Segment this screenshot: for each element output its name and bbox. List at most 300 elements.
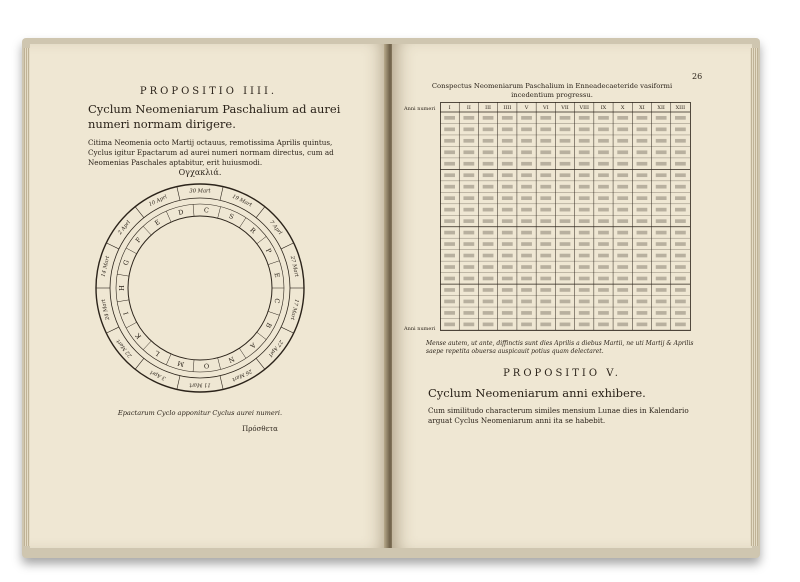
illegible-cell-text bbox=[598, 127, 609, 131]
illegible-cell-text bbox=[560, 242, 571, 246]
illegible-cell-text bbox=[579, 288, 590, 292]
illegible-cell-text bbox=[560, 254, 571, 258]
page-number: 26 bbox=[692, 72, 703, 81]
neomenia-cycle-diagram bbox=[82, 180, 316, 398]
letter-divider bbox=[268, 311, 279, 315]
illegible-cell-text bbox=[560, 277, 571, 281]
left-paragraph: Citima Neomenia octo Martij octauus, remotissima Aprilis quintus, Cyclus igitur Epactarum ad aurei numeri normam directus, cum ad Neomenias Paschales aptabitur, erit huiusmodi. bbox=[88, 138, 334, 167]
letter-label: O bbox=[203, 361, 210, 370]
illegible-cell-text bbox=[540, 219, 551, 223]
illegible-cell-text bbox=[463, 323, 474, 327]
letter-label: E bbox=[153, 218, 162, 228]
illegible-cell-text bbox=[598, 254, 609, 258]
illegible-cell-text bbox=[656, 231, 667, 235]
table-border bbox=[441, 103, 691, 331]
illegible-cell-text bbox=[502, 300, 513, 304]
illegible-cell-text bbox=[444, 150, 455, 154]
letter-divider bbox=[193, 204, 194, 216]
illegible-cell-text bbox=[675, 150, 686, 154]
illegible-cell-text bbox=[521, 288, 532, 292]
illegible-cell-text bbox=[579, 162, 590, 166]
month-divider bbox=[256, 358, 265, 369]
illegible-cell-text bbox=[444, 185, 455, 189]
illegible-cell-text bbox=[444, 288, 455, 292]
month-label: 27 Aprl bbox=[267, 338, 284, 358]
illegible-cell-text bbox=[483, 242, 494, 246]
illegible-cell-text bbox=[521, 265, 532, 269]
illegible-cell-text bbox=[675, 323, 686, 327]
illegible-cell-text bbox=[444, 116, 455, 120]
illegible-cell-text bbox=[463, 277, 474, 281]
illegible-cell-text bbox=[617, 173, 628, 177]
illegible-cell-text bbox=[617, 323, 628, 327]
illegible-cell-text bbox=[675, 219, 686, 223]
illegible-cell-text bbox=[483, 254, 494, 258]
letter-divider bbox=[143, 226, 151, 235]
month-label: 17 Mart bbox=[288, 298, 300, 321]
letter-label: F bbox=[133, 235, 143, 245]
illegible-cell-text bbox=[579, 254, 590, 258]
illegible-cell-text bbox=[483, 173, 494, 177]
letter-label: L bbox=[153, 348, 162, 358]
letter-divider bbox=[239, 218, 246, 228]
illegible-cell-text bbox=[444, 196, 455, 200]
column-header: XI bbox=[639, 105, 645, 111]
month-label: 10 Aprl bbox=[148, 194, 169, 208]
month-divider bbox=[220, 187, 223, 201]
illegible-cell-text bbox=[637, 139, 648, 143]
illegible-cell-text bbox=[483, 300, 494, 304]
month-divider bbox=[177, 187, 180, 201]
illegible-cell-text bbox=[463, 173, 474, 177]
illegible-cell-text bbox=[521, 162, 532, 166]
illegible-cell-text bbox=[656, 300, 667, 304]
illegible-cell-text bbox=[675, 242, 686, 246]
illegible-cell-text bbox=[444, 231, 455, 235]
illegible-cell-text bbox=[521, 323, 532, 327]
illegible-cell-text bbox=[579, 242, 590, 246]
month-label: 27 Mart bbox=[288, 255, 300, 278]
illegible-cell-text bbox=[521, 254, 532, 258]
illegible-cell-text bbox=[617, 265, 628, 269]
illegible-cell-text bbox=[560, 116, 571, 120]
open-book bbox=[22, 38, 760, 558]
illegible-cell-text bbox=[540, 242, 551, 246]
illegible-cell-text bbox=[598, 173, 609, 177]
illegible-cell-text bbox=[598, 196, 609, 200]
illegible-cell-text bbox=[540, 116, 551, 120]
letter-label: S bbox=[227, 212, 235, 222]
illegible-cell-text bbox=[521, 139, 532, 143]
illegible-cell-text bbox=[560, 139, 571, 143]
illegible-cell-text bbox=[502, 173, 513, 177]
month-label: 24 Mart bbox=[100, 298, 112, 321]
illegible-cell-text bbox=[637, 277, 648, 281]
illegible-cell-text bbox=[617, 300, 628, 304]
letter-divider bbox=[117, 300, 129, 302]
illegible-cell-text bbox=[617, 196, 628, 200]
illegible-cell-text bbox=[444, 127, 455, 131]
illegible-cell-text bbox=[579, 116, 590, 120]
illegible-cell-text bbox=[463, 219, 474, 223]
letter-divider bbox=[126, 322, 137, 328]
illegible-cell-text bbox=[579, 311, 590, 315]
illegible-cell-text bbox=[444, 311, 455, 315]
illegible-cell-text bbox=[502, 277, 513, 281]
illegible-cell-text bbox=[483, 277, 494, 281]
letter-divider bbox=[143, 341, 151, 350]
illegible-cell-text bbox=[463, 300, 474, 304]
illegible-cell-text bbox=[675, 300, 686, 304]
letter-label: K bbox=[133, 331, 144, 341]
illegible-cell-text bbox=[598, 323, 609, 327]
illegible-cell-text bbox=[656, 116, 667, 120]
illegible-cell-text bbox=[617, 277, 628, 281]
column-header: XIII bbox=[675, 105, 686, 111]
illegible-cell-text bbox=[502, 311, 513, 315]
illegible-cell-text bbox=[656, 288, 667, 292]
illegible-cell-text bbox=[444, 208, 455, 212]
letter-label: D bbox=[177, 207, 185, 217]
illegible-cell-text bbox=[540, 323, 551, 327]
illegible-cell-text bbox=[579, 277, 590, 281]
letter-label: B bbox=[263, 321, 274, 330]
illegible-cell-text bbox=[598, 300, 609, 304]
illegible-cell-text bbox=[521, 300, 532, 304]
letter-label: M bbox=[176, 358, 186, 369]
month-divider bbox=[135, 358, 144, 369]
column-header: VIII bbox=[579, 105, 590, 111]
letter-divider bbox=[117, 274, 129, 276]
illegible-cell-text bbox=[675, 265, 686, 269]
illegible-cell-text bbox=[463, 231, 474, 235]
illegible-cell-text bbox=[463, 139, 474, 143]
illegible-cell-text bbox=[463, 208, 474, 212]
letter-divider bbox=[268, 261, 279, 265]
letter-label: A bbox=[248, 340, 258, 350]
illegible-cell-text bbox=[579, 265, 590, 269]
letter-ring-outer bbox=[116, 204, 284, 372]
illegible-cell-text bbox=[637, 242, 648, 246]
illegible-cell-text bbox=[598, 311, 609, 315]
month-label: 14 Mart bbox=[100, 255, 112, 278]
illegible-cell-text bbox=[560, 265, 571, 269]
illegible-cell-text bbox=[675, 173, 686, 177]
letter-divider bbox=[193, 360, 194, 372]
illegible-cell-text bbox=[560, 219, 571, 223]
illegible-cell-text bbox=[483, 116, 494, 120]
month-label: 22 Mart bbox=[115, 338, 134, 359]
illegible-cell-text bbox=[444, 277, 455, 281]
illegible-cell-text bbox=[463, 288, 474, 292]
illegible-cell-text bbox=[617, 127, 628, 131]
illegible-cell-text bbox=[617, 242, 628, 246]
illegible-cell-text bbox=[656, 219, 667, 223]
column-header: IIII bbox=[503, 105, 512, 111]
illegible-cell-text bbox=[579, 139, 590, 143]
illegible-cell-text bbox=[463, 242, 474, 246]
illegible-cell-text bbox=[675, 185, 686, 189]
month-divider bbox=[281, 327, 294, 333]
illegible-cell-text bbox=[637, 150, 648, 154]
illegible-cell-text bbox=[540, 208, 551, 212]
illegible-cell-text bbox=[483, 265, 494, 269]
month-divider bbox=[106, 243, 119, 249]
illegible-cell-text bbox=[656, 323, 667, 327]
illegible-cell-text bbox=[483, 288, 494, 292]
illegible-cell-text bbox=[656, 173, 667, 177]
month-divider bbox=[220, 376, 223, 390]
illegible-cell-text bbox=[560, 162, 571, 166]
month-label: 26 Mart bbox=[231, 367, 253, 383]
illegible-cell-text bbox=[598, 150, 609, 154]
illegible-cell-text bbox=[540, 231, 551, 235]
illegible-cell-text bbox=[656, 277, 667, 281]
illegible-cell-text bbox=[598, 277, 609, 281]
illegible-cell-text bbox=[444, 242, 455, 246]
letter-divider bbox=[218, 207, 221, 219]
illegible-cell-text bbox=[598, 242, 609, 246]
illegible-cell-text bbox=[483, 162, 494, 166]
illegible-cell-text bbox=[617, 288, 628, 292]
diagram-label: Ογχακλιά. bbox=[178, 168, 222, 177]
column-header: XII bbox=[657, 105, 665, 111]
column-header: X bbox=[620, 105, 625, 111]
illegible-cell-text bbox=[598, 116, 609, 120]
column-header: V bbox=[524, 105, 529, 111]
illegible-cell-text bbox=[617, 219, 628, 223]
illegible-cell-text bbox=[560, 208, 571, 212]
illegible-cell-text bbox=[540, 162, 551, 166]
row-label-bottom: Anni numeri bbox=[404, 326, 436, 332]
illegible-cell-text bbox=[521, 127, 532, 131]
illegible-cell-text bbox=[502, 265, 513, 269]
illegible-cell-text bbox=[617, 254, 628, 258]
illegible-cell-text bbox=[521, 242, 532, 246]
letter-divider bbox=[166, 211, 171, 222]
illegible-cell-text bbox=[540, 139, 551, 143]
illegible-cell-text bbox=[463, 185, 474, 189]
illegible-cell-text bbox=[444, 219, 455, 223]
illegible-cell-text bbox=[540, 300, 551, 304]
illegible-cell-text bbox=[502, 139, 513, 143]
illegible-cell-text bbox=[637, 162, 648, 166]
table-header: Conspectus Neomeniarum Paschalium in Enneadecaeteride vasiformi incedentium progressu. bbox=[431, 82, 673, 99]
illegible-cell-text bbox=[540, 150, 551, 154]
illegible-cell-text bbox=[521, 196, 532, 200]
table-note: Mense autem, ut ante, diffinctis sunt dies Aprilis a diebus Martii, ne uti Martij & Aprilis saepe repetita obuersa auspicauit potius quam delectaret. bbox=[426, 340, 694, 355]
page-edges-right bbox=[750, 48, 758, 546]
illegible-cell-text bbox=[675, 311, 686, 315]
illegible-cell-text bbox=[656, 254, 667, 258]
illegible-cell-text bbox=[560, 323, 571, 327]
illegible-cell-text bbox=[444, 254, 455, 258]
illegible-cell-text bbox=[560, 185, 571, 189]
letter-divider bbox=[218, 358, 221, 370]
illegible-cell-text bbox=[637, 208, 648, 212]
illegible-cell-text bbox=[483, 208, 494, 212]
illegible-cell-text bbox=[540, 311, 551, 315]
right-heading: PROPOSITIO V. bbox=[503, 368, 621, 379]
illegible-cell-text bbox=[560, 196, 571, 200]
illegible-cell-text bbox=[444, 162, 455, 166]
illegible-cell-text bbox=[483, 196, 494, 200]
illegible-cell-text bbox=[483, 231, 494, 235]
illegible-cell-text bbox=[483, 185, 494, 189]
month-divider bbox=[177, 376, 180, 390]
column-header: VII bbox=[561, 105, 569, 111]
illegible-cell-text bbox=[560, 300, 571, 304]
illegible-cell-text bbox=[637, 116, 648, 120]
letter-label: N bbox=[227, 354, 236, 365]
illegible-cell-text bbox=[502, 288, 513, 292]
illegible-cell-text bbox=[444, 265, 455, 269]
illegible-cell-text bbox=[521, 277, 532, 281]
illegible-cell-text bbox=[502, 323, 513, 327]
illegible-cell-text bbox=[444, 139, 455, 143]
illegible-cell-text bbox=[521, 231, 532, 235]
illegible-cell-text bbox=[560, 231, 571, 235]
illegible-cell-text bbox=[598, 231, 609, 235]
illegible-cell-text bbox=[637, 196, 648, 200]
illegible-cell-text bbox=[502, 231, 513, 235]
illegible-cell-text bbox=[444, 300, 455, 304]
illegible-cell-text bbox=[502, 219, 513, 223]
letter-divider bbox=[257, 236, 266, 243]
illegible-cell-text bbox=[483, 311, 494, 315]
illegible-cell-text bbox=[579, 127, 590, 131]
letter-divider bbox=[166, 354, 171, 365]
illegible-cell-text bbox=[579, 208, 590, 212]
letter-divider bbox=[257, 332, 266, 339]
illegible-cell-text bbox=[483, 127, 494, 131]
illegible-cell-text bbox=[540, 288, 551, 292]
letter-divider bbox=[126, 248, 137, 254]
illegible-cell-text bbox=[656, 242, 667, 246]
illegible-cell-text bbox=[598, 162, 609, 166]
illegible-cell-text bbox=[502, 116, 513, 120]
month-divider bbox=[135, 207, 144, 218]
left-title: Cyclum Neomeniarum Paschalium ad aurei numeri normam dirigere. bbox=[88, 102, 341, 131]
illegible-cell-text bbox=[637, 265, 648, 269]
right-page bbox=[392, 44, 752, 548]
illegible-cell-text bbox=[540, 173, 551, 177]
illegible-cell-text bbox=[637, 300, 648, 304]
illegible-cell-text bbox=[675, 231, 686, 235]
illegible-cell-text bbox=[540, 127, 551, 131]
illegible-cell-text bbox=[617, 116, 628, 120]
illegible-cell-text bbox=[617, 162, 628, 166]
illegible-cell-text bbox=[521, 116, 532, 120]
illegible-cell-text bbox=[560, 288, 571, 292]
illegible-cell-text bbox=[617, 139, 628, 143]
illegible-cell-text bbox=[598, 219, 609, 223]
illegible-cell-text bbox=[637, 323, 648, 327]
letter-label: I bbox=[122, 310, 131, 316]
illegible-cell-text bbox=[617, 311, 628, 315]
left-heading: PROPOSITIO IIII. bbox=[139, 86, 278, 97]
illegible-cell-text bbox=[444, 173, 455, 177]
illegible-cell-text bbox=[540, 265, 551, 269]
month-label: 19 Mart bbox=[231, 193, 253, 209]
illegible-cell-text bbox=[675, 162, 686, 166]
illegible-cell-text bbox=[675, 116, 686, 120]
illegible-cell-text bbox=[637, 219, 648, 223]
illegible-cell-text bbox=[637, 173, 648, 177]
letter-label: R bbox=[248, 226, 258, 236]
illegible-cell-text bbox=[463, 150, 474, 154]
month-label: 11 Mart bbox=[189, 381, 211, 388]
illegible-cell-text bbox=[521, 219, 532, 223]
illegible-cell-text bbox=[656, 311, 667, 315]
left-page bbox=[30, 44, 387, 548]
row-label-top: Anni numeri bbox=[404, 106, 436, 112]
illegible-cell-text bbox=[637, 311, 648, 315]
illegible-cell-text bbox=[463, 196, 474, 200]
catchword: Πρόσθετα bbox=[242, 425, 278, 433]
letter-label: C bbox=[272, 297, 282, 304]
illegible-cell-text bbox=[463, 116, 474, 120]
illegible-cell-text bbox=[637, 288, 648, 292]
illegible-cell-text bbox=[502, 254, 513, 258]
column-header: IX bbox=[600, 105, 607, 111]
illegible-cell-text bbox=[675, 277, 686, 281]
illegible-cell-text bbox=[579, 196, 590, 200]
letter-label: G bbox=[121, 258, 131, 267]
illegible-cell-text bbox=[540, 196, 551, 200]
column-header: III bbox=[485, 105, 492, 111]
illegible-cell-text bbox=[502, 150, 513, 154]
letter-label: C bbox=[203, 206, 210, 215]
illegible-cell-text bbox=[463, 162, 474, 166]
illegible-cell-text bbox=[617, 150, 628, 154]
month-label: 7 Aprl bbox=[268, 219, 283, 237]
illegible-cell-text bbox=[675, 208, 686, 212]
illegible-cell-text bbox=[579, 173, 590, 177]
illegible-cell-text bbox=[675, 127, 686, 131]
illegible-cell-text bbox=[483, 139, 494, 143]
letter-divider bbox=[239, 348, 246, 358]
illegible-cell-text bbox=[656, 265, 667, 269]
illegible-cell-text bbox=[502, 196, 513, 200]
illegible-cell-text bbox=[560, 127, 571, 131]
month-divider bbox=[281, 243, 294, 249]
illegible-cell-text bbox=[598, 265, 609, 269]
diagram-caption: Epactarum Cyclo apponitur Cyclus aurei numeri. bbox=[117, 409, 283, 417]
illegible-cell-text bbox=[560, 150, 571, 154]
month-label: 2 Aprl bbox=[117, 219, 132, 237]
illegible-cell-text bbox=[656, 185, 667, 189]
letter-label: P bbox=[264, 247, 274, 255]
illegible-cell-text bbox=[521, 173, 532, 177]
illegible-cell-text bbox=[579, 323, 590, 327]
column-header: II bbox=[466, 105, 471, 111]
column-header: I bbox=[448, 105, 451, 111]
illegible-cell-text bbox=[598, 185, 609, 189]
illegible-cell-text bbox=[483, 323, 494, 327]
month-label: 3 Aprl bbox=[149, 368, 167, 382]
illegible-cell-text bbox=[502, 127, 513, 131]
illegible-cell-text bbox=[579, 219, 590, 223]
illegible-cell-text bbox=[598, 288, 609, 292]
illegible-cell-text bbox=[637, 185, 648, 189]
month-divider bbox=[106, 327, 119, 333]
illegible-cell-text bbox=[598, 208, 609, 212]
illegible-cell-text bbox=[637, 127, 648, 131]
illegible-cell-text bbox=[463, 254, 474, 258]
illegible-cell-text bbox=[521, 208, 532, 212]
illegible-cell-text bbox=[617, 231, 628, 235]
